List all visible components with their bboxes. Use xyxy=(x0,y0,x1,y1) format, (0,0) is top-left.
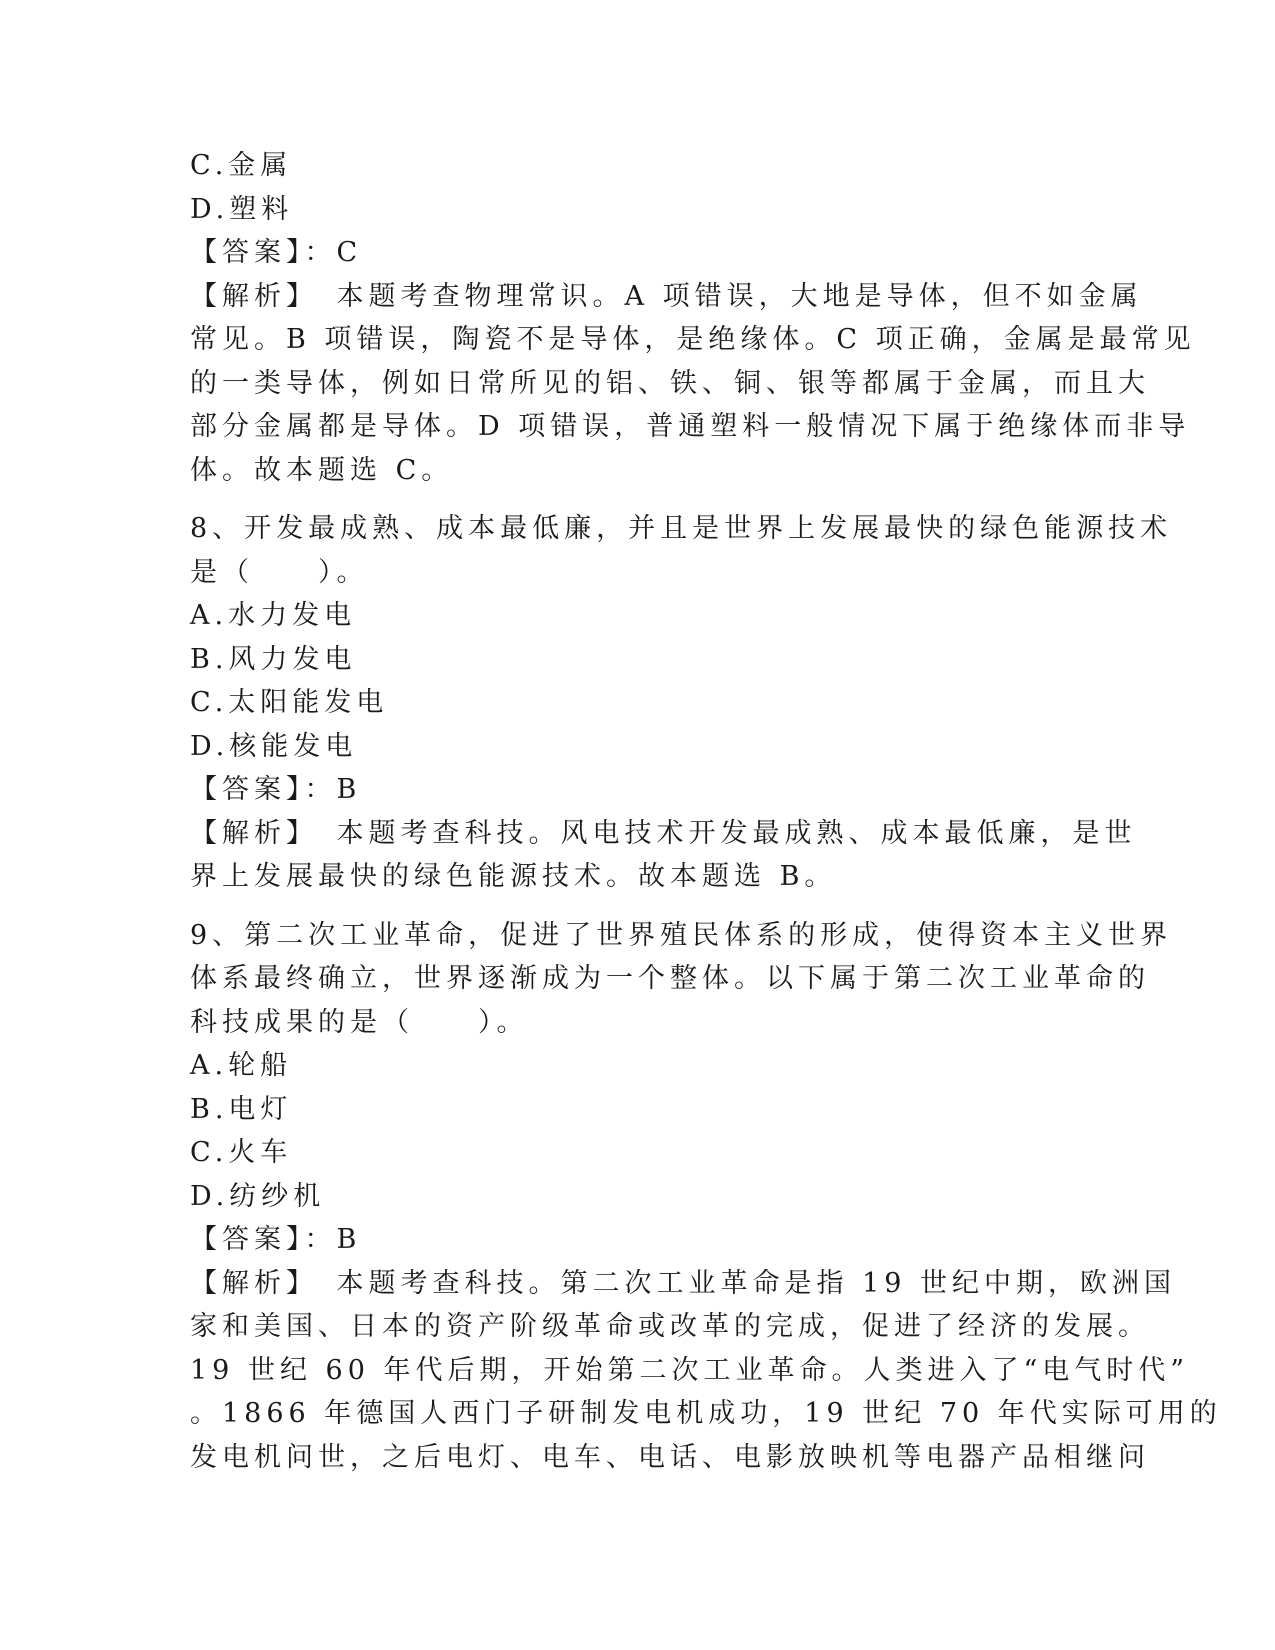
section-spacer xyxy=(190,899,1090,914)
analysis-line: 【解析】 本题考查科技。第二次工业革命是指 19 世纪中期，欧洲国 xyxy=(190,1267,1177,1299)
question-stem: 科技成果的是（ ）。 xyxy=(190,1006,529,1038)
analysis-line: 的一类导体，例如日常所见的铝、铁、铜、银等都属于金属，而且大 xyxy=(190,367,1150,399)
option-d: D.纺纱机 xyxy=(190,1180,326,1212)
question-7-continued xyxy=(190,144,1196,492)
document-page xyxy=(190,144,1222,1479)
option-c: C.太阳能发电 xyxy=(190,687,389,718)
question-stem: 体系最终确立，世界逐渐成为一个整体。以下属于第二次工业革命的 xyxy=(190,963,1150,994)
option-c: C.金属 xyxy=(190,150,293,181)
question-8 xyxy=(190,507,1173,899)
analysis-line: 19 世纪 60 年代后期，开始第二次工业革命。人类进入了“电气时代” xyxy=(190,1354,1190,1386)
question-stem: 8、开发最成熟、成本最低廉，并且是世界上发展最快的绿色能源技术 xyxy=(190,513,1173,544)
analysis-line: 【解析】 本题考查物理常识。A 项错误，大地是导体，但不如金属 xyxy=(190,280,1143,312)
analysis-line: 。1866 年德国人西门子研制发电机成功，19 世纪 70 年代实际可用的 xyxy=(190,1398,1222,1429)
question-stem: 是（ ）。 xyxy=(190,556,369,588)
analysis-line: 体。故本题选 C。 xyxy=(190,454,454,486)
answer-line: 【答案】：B xyxy=(190,1224,362,1255)
analysis-line: 界上发展最快的绿色能源技术。故本题选 B。 xyxy=(190,861,837,892)
option-d: D.核能发电 xyxy=(190,730,358,762)
option-c: C.火车 xyxy=(190,1137,293,1168)
option-a: A.轮船 xyxy=(190,1050,293,1081)
analysis-line: 家和美国、日本的资产阶级革命或改革的完成，促进了经济的发展。 xyxy=(190,1311,1150,1342)
answer-line: 【答案】：B xyxy=(190,774,362,805)
option-b: B.电灯 xyxy=(190,1093,293,1125)
question-stem: 9、第二次工业革命，促进了世界殖民体系的形成，使得资本主义世界 xyxy=(190,919,1173,951)
section-spacer xyxy=(190,492,1090,507)
analysis-line: 【解析】 本题考查科技。风电技术开发最成熟、成本最低廉，是世 xyxy=(190,817,1137,849)
option-a: A.水力发电 xyxy=(190,600,357,631)
analysis-line: 发电机问世，之后电灯、电车、电话、电影放映机等电器产品相继问 xyxy=(190,1441,1150,1473)
option-d: D.塑料 xyxy=(190,193,294,225)
answer-line: 【答案】：C xyxy=(190,237,363,268)
analysis-line: 常见。B 项错误，陶瓷不是导体，是绝缘体。C 项正确，金属是最常见 xyxy=(190,324,1196,355)
analysis-line: 部分金属都是导体。D 项错误，普通塑料一般情况下属于绝缘体而非导 xyxy=(190,411,1191,442)
option-b: B.风力发电 xyxy=(190,643,357,675)
question-9 xyxy=(190,914,1222,1480)
